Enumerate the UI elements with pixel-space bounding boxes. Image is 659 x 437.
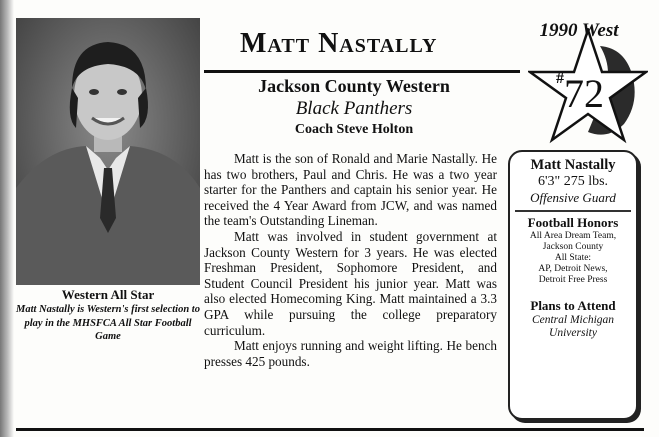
photo-caption-title: Western All Star <box>61 287 155 302</box>
player-photo <box>16 18 200 285</box>
biography <box>204 151 497 369</box>
info-divider <box>515 210 631 212</box>
honors-line: Detroit Free Press <box>538 274 608 285</box>
bottom-rule <box>16 428 644 431</box>
jersey-number-value: 72 <box>564 71 604 116</box>
bio-paragraph: Matt enjoys running and weight lifting. He bench presses 425 pounds. <box>204 338 497 369</box>
photo-caption-body: Matt Nastally is Western's first selection to play in the MHSFCA All Star Football Game <box>16 304 200 342</box>
player-info-box <box>508 150 638 420</box>
player-name-heading: Matt Nastally <box>240 28 438 59</box>
info-position: Offensive Guard <box>530 190 616 205</box>
honors-line: All Area Dream Team, <box>529 230 617 241</box>
school-name: Jackson County Western <box>258 76 450 96</box>
jersey-hash: # <box>556 70 564 87</box>
info-name: Matt Nastally <box>530 157 616 173</box>
bio-paragraph: Matt was involved in student government at Jackson County Western for 3 years. He was elected Freshman President, Sophomore President, and Student Council President his junior year. Matt was also elected Homecoming King. Matt maintained a 3.3 GPA while pursuing the college preparatory curriculum. <box>204 228 497 338</box>
jersey-number <box>556 70 604 117</box>
heading-rule <box>204 70 520 73</box>
year-region-label: 1990 West <box>539 20 619 41</box>
honors-title: Football Honors <box>527 214 619 230</box>
honors-line: Jackson County <box>542 241 604 252</box>
coach-name: Coach Steve Holton <box>294 122 414 137</box>
plans-title: Plans to Attend <box>530 297 616 313</box>
bio-paragraph: Matt is the son of Ronald and Marie Nastally. He has two brothers, Paul and Chris. He was a two year starter for the Panthers and captain his senior year. He received the 4 Year Award from JCW, and was named the team's Outstanding Lineman. <box>204 151 497 229</box>
honors-line: AP, Detroit News, <box>538 263 608 274</box>
page-binding-shadow <box>0 0 14 437</box>
plans-line: University <box>549 326 597 339</box>
team-name: Black Panthers <box>295 98 413 119</box>
honors-line: All State: <box>554 252 592 263</box>
plans-line: Central Michigan <box>531 313 615 326</box>
info-height-weight: 6'3" 275 lbs. <box>537 174 609 189</box>
